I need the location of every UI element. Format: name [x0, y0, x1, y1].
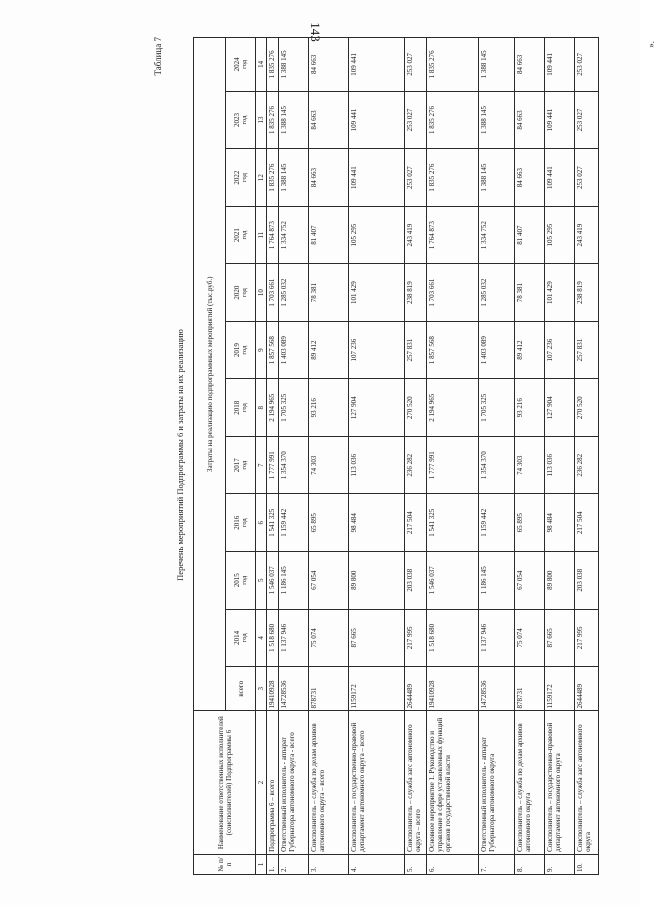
row-year-value: 84 663 — [515, 149, 545, 207]
row-year-value: 1 285 032 — [279, 264, 309, 322]
header-year — [226, 38, 256, 92]
row-total: 878731 — [515, 667, 545, 711]
row-year-value: 1 764 873 — [267, 206, 279, 264]
row-year-value: 75 074 — [309, 609, 349, 667]
row-year-value: 65 895 — [309, 494, 349, 552]
row-total: 1159172 — [349, 667, 405, 711]
row-number: 1. — [267, 854, 279, 874]
row-year-value: 89 412 — [515, 321, 545, 379]
row-year-value: 84 663 — [309, 38, 349, 92]
row-year-value: 1 403 089 — [479, 321, 515, 379]
table-row — [515, 38, 545, 875]
header-year-suffix: год — [240, 59, 248, 69]
row-year-value: 84 663 — [515, 91, 545, 149]
row-number: 6. — [427, 854, 479, 874]
header-year-suffix: год — [240, 633, 248, 643]
row-year-value: 109 441 — [349, 149, 405, 207]
header-total: всего — [226, 667, 256, 711]
row-year-value: 253 027 — [575, 91, 599, 149]
row-year-value: 89 800 — [349, 552, 405, 610]
header-year-suffix: год — [240, 575, 248, 585]
column-number: 13 — [256, 91, 267, 149]
column-number: 4 — [256, 609, 267, 667]
costs-table — [193, 37, 599, 875]
header-name: Наименование ответственных исполнителей (соисполнителей) Подпрограммы 6 — [194, 711, 256, 854]
header-year-suffix: год — [240, 288, 248, 298]
column-number: 3 — [256, 667, 267, 711]
row-year-value: 1 546 037 — [427, 552, 479, 610]
row-year-value: 238 819 — [405, 264, 427, 322]
row-year-value: 109 441 — [349, 38, 405, 92]
row-number: 9. — [545, 854, 575, 874]
row-year-value: 217 995 — [575, 609, 599, 667]
row-year-value: 1 764 873 — [427, 206, 479, 264]
row-year-value: 217 504 — [405, 494, 427, 552]
row-year-value: 101 429 — [545, 264, 575, 322]
header-year-suffix: год — [240, 460, 248, 470]
row-name: Соисполнитель – служба по делам архивов автономного округа – всего — [309, 711, 349, 854]
row-year-value: 84 663 — [309, 149, 349, 207]
table-row — [349, 38, 405, 875]
row-year-value: 2 194 965 — [427, 379, 479, 437]
header-year-value: 2022 — [232, 170, 241, 185]
table-row — [545, 38, 575, 875]
row-year-value: 127 904 — [545, 379, 575, 437]
row-year-value: 257 831 — [405, 321, 427, 379]
row-year-value: 1 835 276 — [427, 91, 479, 149]
footer-mark: ». — [646, 41, 656, 48]
row-year-value: 87 665 — [545, 609, 575, 667]
row-total: 14728536 — [279, 667, 309, 711]
row-year-value: 93 216 — [515, 379, 545, 437]
row-year-value: 81 407 — [515, 206, 545, 264]
row-year-value: 109 441 — [545, 91, 575, 149]
row-year-value: 87 665 — [349, 609, 405, 667]
header-year-suffix: год — [240, 230, 248, 240]
table-row — [427, 38, 479, 875]
header-year — [226, 149, 256, 207]
row-year-value: 253 027 — [405, 91, 427, 149]
row-year-value: 253 027 — [575, 38, 599, 92]
row-year-value: 236 282 — [405, 436, 427, 494]
table-row — [575, 38, 599, 875]
column-number: 9 — [256, 321, 267, 379]
row-year-value: 98 484 — [349, 494, 405, 552]
row-year-value: 1 388 145 — [479, 149, 515, 207]
header-year-value: 2014 — [232, 630, 241, 645]
row-year-value: 105 295 — [545, 206, 575, 264]
row-name: Ответственный исполнитель - аппарат Губернатора автономного округа — [479, 711, 515, 854]
row-year-value: 1 703 661 — [267, 264, 279, 322]
row-year-value: 2 194 965 — [267, 379, 279, 437]
row-year-value: 1 518 680 — [427, 609, 479, 667]
row-total: 14728536 — [479, 667, 515, 711]
row-year-value: 238 819 — [575, 264, 599, 322]
row-year-value: 1 835 276 — [267, 91, 279, 149]
row-year-value: 65 895 — [515, 494, 545, 552]
row-total: 2644489 — [575, 667, 599, 711]
header-year-value: 2015 — [232, 573, 241, 588]
row-year-value: 1 403 089 — [279, 321, 309, 379]
row-year-value: 105 295 — [349, 206, 405, 264]
row-year-value: 1 835 276 — [427, 149, 479, 207]
row-year-value: 1 159 442 — [479, 494, 515, 552]
row-number: 4. — [349, 854, 405, 874]
row-year-value: 1 703 661 — [427, 264, 479, 322]
table-row — [309, 38, 349, 875]
row-year-value: 253 027 — [575, 149, 599, 207]
row-year-value: 1 518 680 — [267, 609, 279, 667]
row-name: Соисполнитель – государственно-правовой департамент автономного округа — [545, 711, 575, 854]
row-total: 19410928 — [267, 667, 279, 711]
row-number: 5. — [405, 854, 427, 874]
header-year-suffix: год — [240, 518, 248, 528]
row-year-value: 1 159 442 — [279, 494, 309, 552]
row-year-value: 109 441 — [349, 91, 405, 149]
column-number: 2 — [256, 711, 267, 854]
row-year-value: 1 777 991 — [267, 436, 279, 494]
row-name: Соисполнитель – служба загс автономного округа – всего — [405, 711, 427, 854]
table-row — [405, 38, 427, 875]
table-row — [279, 38, 309, 875]
table-row — [267, 38, 279, 875]
row-year-value: 1 334 752 — [479, 206, 515, 264]
row-year-value: 1 835 276 — [267, 149, 279, 207]
row-year-value: 1 354 370 — [479, 436, 515, 494]
row-year-value: 1 705 325 — [279, 379, 309, 437]
row-year-value: 75 074 — [515, 609, 545, 667]
row-year-value: 74 303 — [515, 436, 545, 494]
row-year-value: 217 504 — [575, 494, 599, 552]
header-year-value: 2016 — [232, 515, 241, 530]
row-year-value: 1 186 145 — [479, 552, 515, 610]
row-year-value: 236 282 — [575, 436, 599, 494]
header-year-suffix: год — [240, 403, 248, 413]
row-total: 878731 — [309, 667, 349, 711]
row-number: 3. — [309, 854, 349, 874]
row-year-value: 253 027 — [405, 38, 427, 92]
header-year-value: 2023 — [232, 113, 241, 128]
row-year-value: 1 835 276 — [267, 38, 279, 92]
row-year-value: 203 038 — [575, 552, 599, 610]
row-year-value: 78 381 — [309, 264, 349, 322]
column-number: 1 — [256, 854, 267, 874]
row-year-value: 1 541 325 — [267, 494, 279, 552]
row-year-value: 127 904 — [349, 379, 405, 437]
row-year-value: 78 381 — [515, 264, 545, 322]
header-year-value: 2021 — [232, 228, 241, 243]
row-year-value: 93 216 — [309, 379, 349, 437]
row-year-value: 270 520 — [575, 379, 599, 437]
row-year-value: 1 857 568 — [427, 321, 479, 379]
row-year-value: 84 663 — [515, 38, 545, 92]
row-year-value: 109 441 — [545, 38, 575, 92]
row-year-value: 113 036 — [349, 436, 405, 494]
row-total: 19410928 — [427, 667, 479, 711]
row-year-value: 1 777 991 — [427, 436, 479, 494]
row-year-value: 113 036 — [545, 436, 575, 494]
header-costs: Затраты на реализацию подпрограммных мероприятий (тыс.руб.) — [194, 38, 226, 711]
header-year — [226, 379, 256, 437]
row-total: 2644489 — [405, 667, 427, 711]
row-year-value: 1 388 145 — [479, 38, 515, 92]
row-year-value: 98 484 — [545, 494, 575, 552]
row-year-value: 81 407 — [309, 206, 349, 264]
row-year-value: 84 663 — [309, 91, 349, 149]
header-year-suffix: год — [240, 115, 248, 125]
row-year-value: 270 520 — [405, 379, 427, 437]
row-year-value: 109 441 — [545, 149, 575, 207]
row-name: Соисполнитель – служба загс автономного округа — [575, 711, 599, 854]
row-year-value: 89 412 — [309, 321, 349, 379]
row-year-value: 243 419 — [575, 206, 599, 264]
column-number: 11 — [256, 206, 267, 264]
header-year — [226, 206, 256, 264]
header-year — [226, 609, 256, 667]
header-year-value: 2018 — [232, 400, 241, 415]
row-year-value: 74 303 — [309, 436, 349, 494]
column-number: 14 — [256, 38, 267, 92]
header-year — [226, 264, 256, 322]
header-year — [226, 494, 256, 552]
row-year-value: 1 857 568 — [267, 321, 279, 379]
row-year-value: 217 995 — [405, 609, 427, 667]
row-year-value: 1 541 325 — [427, 494, 479, 552]
row-year-value: 1 705 325 — [479, 379, 515, 437]
row-year-value: 107 236 — [349, 321, 405, 379]
header-year-value: 2017 — [232, 458, 241, 473]
row-name: Основное мероприятие 1. Руководство и управление в сфере установленных функций органов государственной власти — [427, 711, 479, 854]
row-year-value: 1 388 145 — [479, 91, 515, 149]
row-number: 8. — [515, 854, 545, 874]
header-year — [226, 552, 256, 610]
column-number: 7 — [256, 436, 267, 494]
row-name: Соисполнитель – служба по делам архивов автономного округа — [515, 711, 545, 854]
row-number: 7. — [479, 854, 515, 874]
row-year-value: 1 388 145 — [279, 38, 309, 92]
table-label: Таблица 7 — [153, 37, 163, 76]
row-year-value: 1 334 752 — [279, 206, 309, 264]
row-name: Соисполнитель – государственно-правовой департамент автономного округа – всего — [349, 711, 405, 854]
column-number: 12 — [256, 149, 267, 207]
row-year-value: 1 137 946 — [279, 609, 309, 667]
row-number: 2. — [279, 854, 309, 874]
page-number: 143 — [307, 22, 323, 42]
row-year-value: 1 835 276 — [427, 38, 479, 92]
row-year-value: 89 800 — [545, 552, 575, 610]
header-year-value: 2024 — [232, 57, 241, 72]
row-year-value: 257 831 — [575, 321, 599, 379]
row-total: 1159172 — [545, 667, 575, 711]
row-year-value: 1 388 145 — [279, 149, 309, 207]
row-year-value: 1 137 946 — [479, 609, 515, 667]
row-year-value: 243 419 — [405, 206, 427, 264]
row-year-value: 67 054 — [309, 552, 349, 610]
row-year-value: 1 186 145 — [279, 552, 309, 610]
row-year-value: 1 285 032 — [479, 264, 515, 322]
row-year-value: 101 429 — [349, 264, 405, 322]
header-year-value: 2019 — [232, 343, 241, 358]
row-year-value: 1 388 145 — [279, 91, 309, 149]
header-year-suffix: год — [240, 173, 248, 182]
header-year-suffix: год — [240, 345, 248, 355]
header-no: № п/п — [194, 854, 256, 874]
row-name: Подпрограмма 6 – всего — [267, 711, 279, 854]
column-number: 8 — [256, 379, 267, 437]
row-year-value: 1 354 370 — [279, 436, 309, 494]
row-year-value: 1 546 037 — [267, 552, 279, 610]
column-number: 5 — [256, 552, 267, 610]
row-year-value: 253 027 — [405, 149, 427, 207]
header-year — [226, 436, 256, 494]
row-name: Ответственный исполнитель - аппарат Губернатора автономного округа - всего — [279, 711, 309, 854]
row-year-value: 67 054 — [515, 552, 545, 610]
document-title: Перечень мероприятий Подпрограммы 6 и затраты на их реализацию — [175, 329, 185, 581]
header-year-value: 2020 — [232, 285, 241, 300]
column-number: 10 — [256, 264, 267, 322]
header-year — [226, 321, 256, 379]
column-number: 6 — [256, 494, 267, 552]
table-row — [479, 38, 515, 875]
row-year-value: 107 236 — [545, 321, 575, 379]
row-year-value: 203 038 — [405, 552, 427, 610]
row-number: 10. — [575, 854, 599, 874]
rotated-content — [147, 35, 656, 875]
header-year — [226, 91, 256, 149]
